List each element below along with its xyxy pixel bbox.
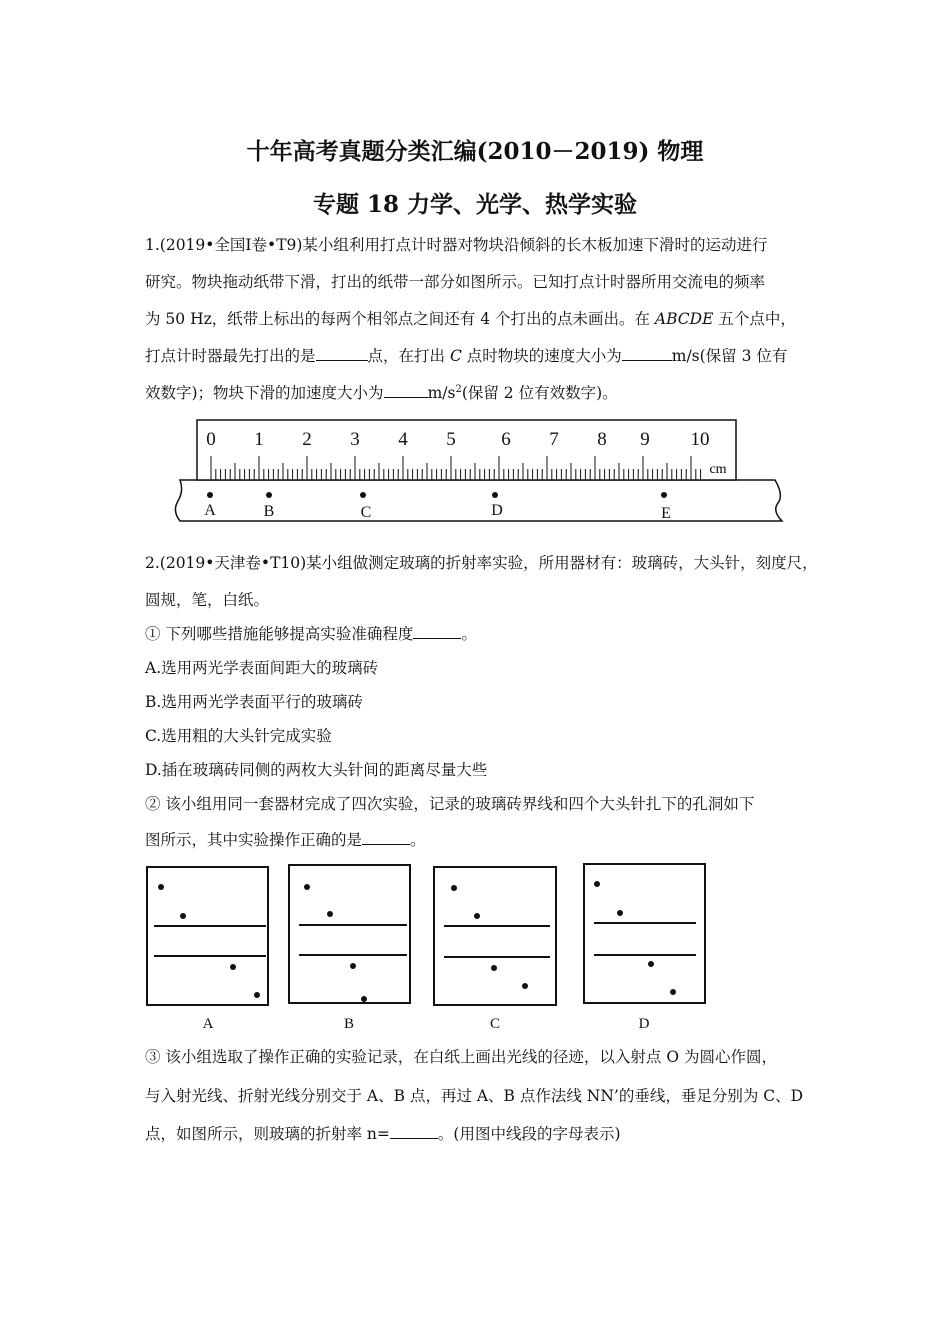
q1-line-3-a: 为 50 Hz，纸带上标出的每两个相邻点之间还有 4 个打出的点未画出。在	[145, 310, 655, 328]
answer-blank-refractive-index[interactable]	[390, 1124, 438, 1139]
figure-labels	[203, 1016, 650, 1032]
q2-line-2: 圆规，笔，白纸。	[145, 591, 270, 609]
ruler-number: 6	[501, 429, 511, 450]
q2-part-2-end: 。	[410, 831, 426, 849]
ruler-number: 1	[254, 429, 264, 450]
ruler-number: 2	[302, 429, 312, 450]
ruler-tape-figure	[170, 415, 790, 527]
q2-option-d: D.插在玻璃砖同侧的两枚大头针间的距离尽量大些	[145, 761, 488, 779]
q1-line-4-b: 点，在打出	[367, 347, 450, 365]
q1-line-3	[145, 307, 825, 329]
q1-point-c-italic: C	[449, 347, 462, 365]
q2-part-3-line-1: ③ 该小组选取了操作正确的实验记录，在白纸上画出光线的径迹，以入射点 O 为圆心作圆，	[145, 1048, 777, 1066]
answer-blank-velocity[interactable]	[622, 346, 672, 361]
ruler-number: 7	[549, 429, 559, 450]
ruler-number: 5	[446, 429, 456, 450]
q2-part-1	[145, 622, 825, 644]
tape-dot-d	[492, 492, 498, 498]
figure-a	[147, 867, 268, 1005]
q2-part-3-end: 。(用图中线段的字母表示)	[437, 1125, 621, 1143]
tape-dot-e	[661, 492, 667, 498]
glass-block-figures	[140, 860, 720, 1040]
ruler-number: 0	[206, 429, 216, 450]
q1-unit-exponent: 2	[455, 383, 462, 395]
tape-label-e: E	[661, 505, 671, 522]
q1-line-4-a: 打点计时器最先打出的是	[145, 347, 316, 365]
tape-dot-c	[360, 492, 366, 498]
figure-label-b: B	[343, 1016, 355, 1032]
q1-line-4	[145, 344, 825, 366]
q2-part-1-end: 。	[461, 625, 477, 643]
ruler-number: 8	[597, 429, 607, 450]
tape-dot-a	[207, 492, 213, 498]
ruler-number: 10	[690, 429, 710, 450]
figure-c-pins	[451, 885, 528, 989]
q1-line-5-a: 效数字)；物块下滑的加速度大小为	[145, 384, 384, 402]
q1-line-5-c: (保留 2 位有效数字)。	[461, 384, 618, 402]
page-subtitle: 专题 18 力学、光学、热学实验	[312, 191, 638, 218]
q2-option-b: B.选用两光学表面平行的玻璃砖	[145, 693, 363, 711]
q2-part-2-text: 图所示，其中实验操作正确的是	[145, 831, 363, 849]
tape-label-a: A	[204, 502, 216, 519]
q2-part-3-text: 点，如图所示，则玻璃的折射率 n=	[145, 1125, 390, 1143]
q1-line-2: 研究。物块拖动纸带下滑，打出的纸带一部分如图所示。已知打点计时器所用交流电的频率	[145, 273, 766, 291]
figure-label-a: A	[202, 1016, 214, 1032]
tape-label-b: B	[263, 503, 275, 520]
answer-blank-acceleration[interactable]	[384, 383, 428, 398]
q2-line-1: 2.(2019•天津卷•T10)某小组做测定玻璃的折射率实验，所用器材有：玻璃砖，大头针，刻度尺，	[145, 554, 818, 572]
figure-label-c: C	[489, 1016, 501, 1032]
q1-line-4-d: m/s(保留 3 位有	[671, 347, 788, 365]
q1-line-5-b: m/s	[427, 384, 456, 402]
tape-label-c: C	[360, 504, 372, 521]
q2-part-3-line-3	[145, 1122, 825, 1144]
q2-part-1-text: ① 下列哪些措施能够提高实验准确程度	[145, 625, 414, 643]
q2-option-a: A.选用两光学表面间距大的玻璃砖	[145, 659, 379, 677]
tape-dot-b	[266, 492, 272, 498]
figure-a-pins	[158, 884, 260, 998]
q2-part-2-line-1: ② 该小组用同一套器材完成了四次实验，记录的玻璃砖界线和四个大头针扎下的孔洞如下	[145, 795, 755, 813]
answer-blank-part-1[interactable]	[413, 624, 461, 639]
q1-line-5	[145, 381, 825, 403]
figure-b-pins	[304, 884, 367, 1002]
figure-label-d: D	[638, 1016, 650, 1032]
q1-line-1: 1.(2019•全国Ⅰ卷•T9)某小组利用打点计时器对物块沿倾斜的长木板加速下滑时的运动进行	[145, 236, 768, 254]
figure-d	[584, 864, 705, 1003]
page-title: 十年高考真题分类汇编(2010－2019) 物理	[246, 138, 704, 165]
ruler-number: 9	[640, 429, 650, 450]
q1-line-3-b: 五个点中，	[713, 310, 796, 328]
tape-label-d: D	[491, 502, 503, 519]
q2-part-2-line-2	[145, 828, 825, 850]
q1-points-italic: ABCDE	[654, 310, 714, 328]
figure-d-pins	[594, 881, 676, 995]
ruler-number: 4	[398, 429, 408, 450]
q2-part-3-line-2: 与入射光线、折射光线分别交于 A、B 点，再过 A、B 点作法线 NN’的垂线，垂足分别为 C、D	[145, 1087, 804, 1105]
q1-line-4-c: 点时物块的速度大小为	[461, 347, 622, 365]
answer-blank-first-point[interactable]	[316, 346, 368, 361]
answer-blank-part-2[interactable]	[362, 830, 410, 845]
ruler-number: 3	[350, 429, 360, 450]
ruler-unit: cm	[709, 462, 727, 477]
q2-option-c: C.选用粗的大头针完成实验	[145, 727, 332, 745]
